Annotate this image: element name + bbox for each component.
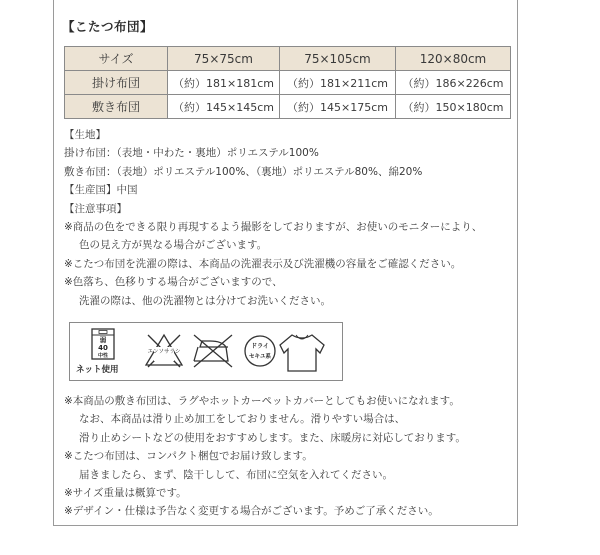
material-kake: 掛け布団：（表地・中わた・裏地）ポリエステル100% — [64, 147, 319, 160]
note-line: ※商品の色をできる限り再現するよう撮影をしておりますが、お使いのモニターにより、 — [64, 221, 483, 234]
no-bleach-icon — [146, 335, 182, 367]
section-title: 【こたつ布団】 — [62, 19, 154, 34]
dry-bottom-text: セキユ系 — [248, 354, 272, 360]
note-line: なお、本商品は滑り止め加工をしておりません。滑りやすい場合は、 — [79, 413, 406, 426]
notes-heading: 【注意事項】 — [64, 202, 127, 215]
table-header-row — [65, 47, 511, 71]
wash-top-text: 弱 — [99, 336, 107, 344]
material-heading: 【生地】 — [64, 129, 106, 141]
no-iron-icon — [194, 335, 232, 367]
note-line: 色の見え方が異なる場合がございます。 — [79, 239, 268, 252]
spec-notes — [64, 126, 482, 310]
header-cell: 75×75cm — [168, 47, 280, 71]
hand-wash-icon — [92, 329, 114, 359]
table-row — [65, 95, 511, 119]
note-line: ※こたつ布団は、コンパクト梱包でお届け致します。 — [64, 450, 313, 463]
note-line: ※色落ち、色移りする場合がございますので、 — [64, 276, 283, 289]
header-cell: 75×105cm — [280, 47, 396, 71]
note-line: ※サイズ重量は概算です。 — [64, 487, 187, 500]
table-cell: （約）181×181cm — [168, 71, 280, 95]
table-cell: （約）145×175cm — [280, 95, 396, 119]
care-label-box — [69, 322, 343, 381]
bleach-text: エンソサラシ — [147, 349, 181, 355]
dry-top-text: ドライ — [251, 343, 269, 350]
shirt-dry-icon — [280, 335, 324, 371]
row-label: 掛け布団 — [65, 71, 168, 95]
dry-clean-icon — [245, 336, 275, 366]
table-cell: （約）186×226cm — [396, 71, 511, 95]
note-line: 洗濯の際は、他の洗濯物とは分けてお洗いください。 — [79, 294, 331, 307]
table-cell: （約）150×180cm — [396, 95, 511, 119]
note-line: ※本商品の敷き布団は、ラグやホットカーペットカバーとしてもお使いになれます。 — [64, 395, 460, 407]
note-line: ※こたつ布団を洗濯の際は、本商品の洗濯表示及び洗濯機の容量をご確認ください。 — [64, 257, 462, 270]
note-line: 滑り止めシートなどの使用をおすすめします。また、床暖房に対応しております。 — [79, 431, 466, 444]
table-cell: （約）145×145cm — [168, 95, 280, 119]
net-use-label: ネット使用 — [76, 365, 119, 375]
note-line: ※デザイン・仕様は予告なく変更する場合がございます。予めご了承ください。 — [64, 505, 439, 518]
wash-temp-text: 40 — [98, 344, 108, 352]
wash-mid-text: 中性 — [97, 353, 109, 359]
origin-line: 【生産国】中国 — [64, 184, 138, 197]
header-cell: サイズ — [65, 47, 168, 71]
note-line: 届きましたら、まず、陰干しして、布団に空気を入れてください。 — [79, 468, 393, 481]
material-shiki: 敷き布団：（表地）ポリエステル100%、（裏地）ポリエステル80%、綿20% — [64, 165, 423, 178]
additional-notes — [64, 392, 466, 521]
table-row — [65, 71, 511, 95]
size-table — [64, 46, 511, 119]
row-label: 敷き布団 — [65, 95, 168, 119]
header-cell: 120×80cm — [396, 47, 511, 71]
table-cell: （約）181×211cm — [280, 71, 396, 95]
